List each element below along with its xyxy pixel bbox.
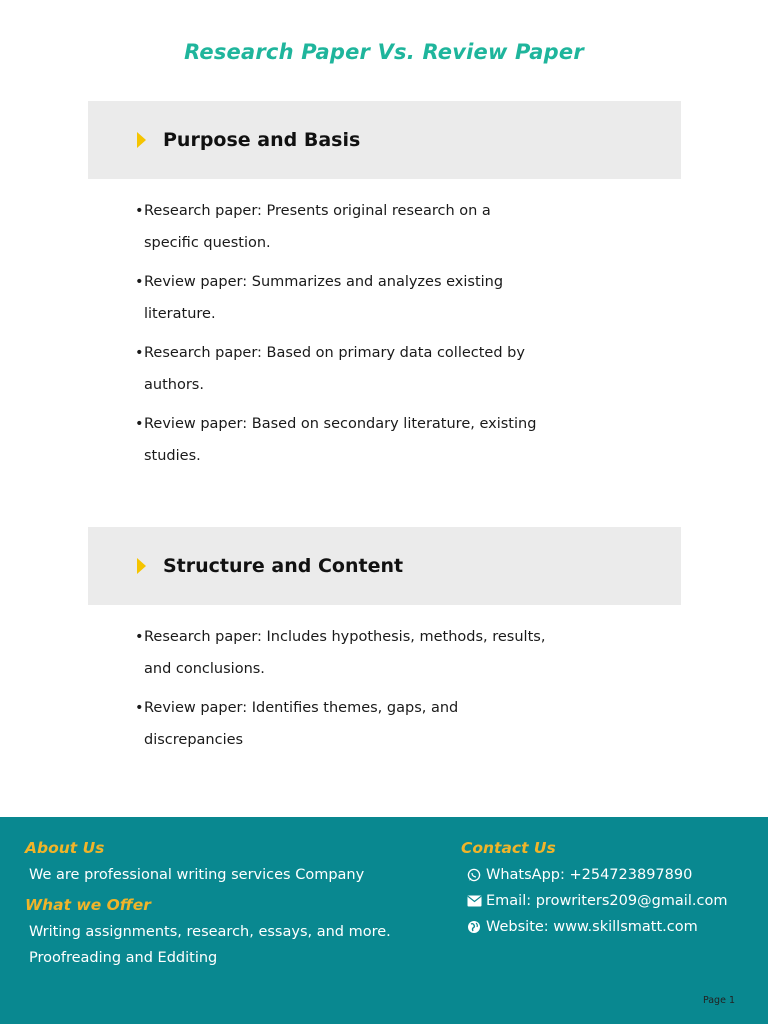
page-title: Research Paper Vs. Review Paper bbox=[184, 40, 584, 64]
caret-right-icon bbox=[137, 132, 146, 148]
bullet-list-purpose bbox=[128, 195, 548, 479]
bullet-marker: • bbox=[135, 203, 144, 219]
bullet-marker: • bbox=[135, 629, 144, 645]
bullet-marker: • bbox=[135, 345, 144, 361]
list-item: •Review paper: Summarizes and analyzes existing literature. bbox=[128, 266, 548, 330]
contact-text: Email: prowriters209@gmail.com bbox=[486, 893, 728, 909]
contact-email[interactable] bbox=[466, 888, 727, 914]
list-item: •Research paper: Presents original research on a specific question. bbox=[128, 195, 548, 259]
footer bbox=[0, 817, 768, 1024]
list-item: •Research paper: Based on primary data collected by authors. bbox=[128, 337, 548, 401]
offer-line: Proofreading and Edditing bbox=[29, 950, 218, 966]
bullet-marker: • bbox=[135, 416, 144, 432]
section-heading: Structure and Content bbox=[163, 555, 404, 577]
offer-heading: What we Offer bbox=[25, 896, 151, 914]
list-item: •Review paper: Based on secondary literature, existing studies. bbox=[128, 408, 548, 472]
caret-right-icon bbox=[137, 558, 146, 574]
bullet-marker: • bbox=[135, 274, 144, 290]
whatsapp-icon bbox=[466, 867, 482, 883]
envelope-icon bbox=[466, 893, 482, 909]
bullet-marker: • bbox=[135, 700, 144, 716]
contact-heading: Contact Us bbox=[461, 839, 556, 857]
page-number: Page 1 bbox=[702, 995, 735, 1006]
bullet-list-structure bbox=[128, 621, 548, 763]
section-header-structure bbox=[88, 527, 681, 605]
about-text: We are professional writing services Company bbox=[29, 867, 365, 883]
globe-icon bbox=[466, 919, 482, 935]
list-item: •Research paper: Includes hypothesis, methods, results, and conclusions. bbox=[128, 621, 548, 685]
contact-text: WhatsApp: +254723897890 bbox=[486, 867, 693, 883]
list-item: •Review paper: Identifies themes, gaps, and discrepancies bbox=[128, 692, 548, 756]
section-header-purpose bbox=[88, 101, 681, 179]
about-heading: About Us bbox=[25, 839, 105, 857]
contact-text: Website: www.skillsmatt.com bbox=[486, 919, 698, 935]
offer-line: Writing assignments, research, essays, and more. bbox=[29, 924, 391, 940]
section-heading: Purpose and Basis bbox=[163, 129, 361, 151]
contact-whatsapp[interactable] bbox=[466, 862, 692, 888]
contact-website[interactable] bbox=[466, 914, 698, 940]
